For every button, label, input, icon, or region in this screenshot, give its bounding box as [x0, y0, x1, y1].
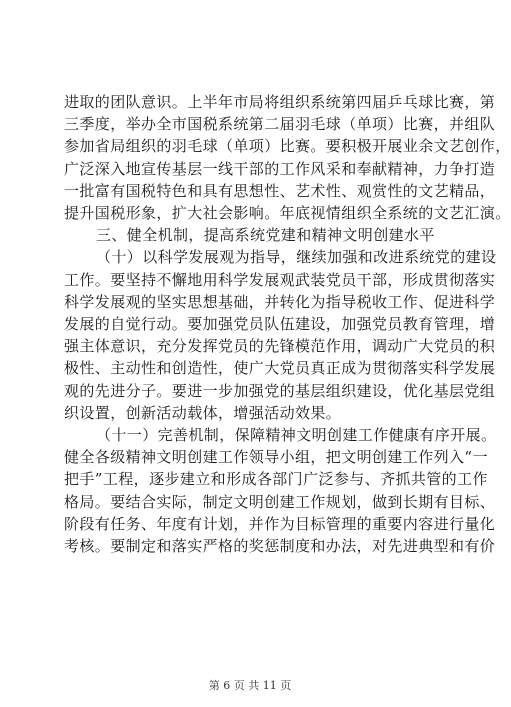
document-body: [64, 91, 511, 557]
text-line: 工作。要坚持不懈地用科学发展观武装党员干部，形成贯彻落实: [64, 270, 496, 289]
text-line: 强主体意识，充分发挥党员的先锋模范作用，调动广大党员的积: [64, 337, 496, 356]
section-heading: 三、健全机制，提高系统党建和精神文明创建水平: [96, 226, 435, 245]
text-line: 阶段有任务、年度有计划，并作为目标管理的重要内容进行量化: [64, 514, 496, 533]
text-line: 提升国税形象，扩大社会影响。年底视情组织全系统的文艺汇演。: [64, 204, 511, 223]
text-line: 格局。要结合实际，制定文明创建工作规划，做到长期有目标、: [64, 492, 496, 511]
body-paragraph: [64, 91, 511, 557]
text-line: 三季度，举办全市国税系统第二届羽毛球（单项）比赛，并组队: [64, 115, 496, 134]
text-line: 参加省局组织的羽毛球（单项）比赛。要积极开展业余文艺创作，: [64, 137, 511, 156]
text-line: 科学发展观的坚实思想基础，并转化为指导税收工作、促进科学: [64, 292, 496, 311]
text-line: （十）以科学发展观为指导，继续加强和改进系统党的建设: [96, 248, 497, 267]
text-line: 发展的自觉行动。要加强党员队伍建设，加强党员教育管理，增: [64, 315, 496, 334]
text-line: 进取的团队意识。上半年市局将组织系统第四届乒乓球比赛，第: [64, 93, 496, 111]
text-line: 健全各级精神文明创建工作领导小组，把文明创建工作列入“一: [64, 448, 488, 467]
text-line: 极性、主动性和创造性，使广大党员真正成为贯彻落实科学发展: [64, 359, 496, 378]
text-line: 织设置，创新活动载体，增强活动效果。: [64, 403, 342, 422]
page-number-footer: 第 6 页 共 11 页: [208, 679, 292, 692]
text-line: 考核。要制定和落实严格的奖惩制度和办法，对先进典型和有价: [64, 537, 496, 556]
text-line: 广泛深入地宣传基层一线干部的工作风采和奉献精神，力争打造: [64, 159, 496, 178]
text-line: 一批富有国税特色和具有思想性、艺术性、观赏性的文艺精品，: [64, 181, 496, 200]
text-line: （十一）完善机制，保障精神文明创建工作健康有序开展。: [96, 426, 497, 445]
text-line: 把手”工程，逐步建立和形成各部门广泛参与、齐抓共管的工作: [64, 470, 488, 489]
text-line: 观的先进分子。要进一步加强党的基层组织建设，优化基层党组: [64, 381, 496, 400]
